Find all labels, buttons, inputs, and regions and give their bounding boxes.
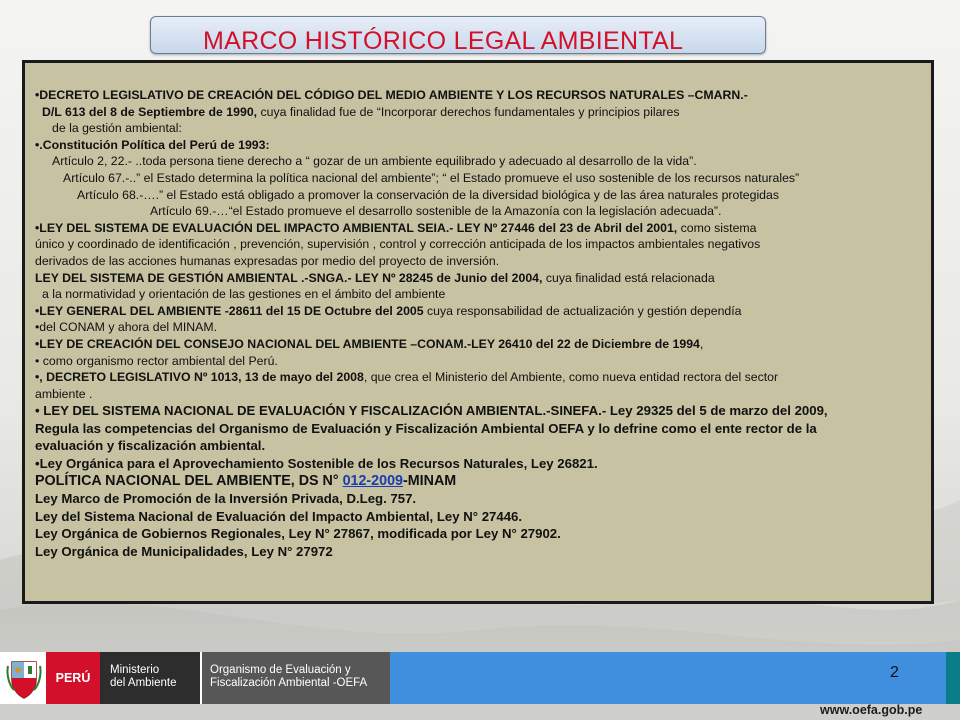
line-ley26821: •Ley Orgánica para el Aprovechamiento Sostenible de los Recursos Naturales, Ley 26821. [35,455,598,471]
line-gestion: de la gestión ambiental: [52,121,182,136]
title-banner [150,16,766,54]
line-art69: Artículo 69.-…“el Estado promueve el desarrollo sostenible de la Amazonía con la legislación adecuada”. [150,204,722,219]
ministerio-line-1: Ministerio [110,664,160,676]
ds-link[interactable]: 012-2009 [342,473,403,490]
page-title: MARCO HISTÓRICO LEGAL AMBIENTAL [203,27,684,55]
line-dl1013-2: ambiente . [35,386,93,401]
line-sinefa-3: evaluación y fiscalización ambiental. [35,438,266,454]
coat-of-arms-icon [2,652,46,704]
oefa-logo [202,652,390,704]
line-seia-2: único y coordinado de identificación , prevención, supervisión , control y corrección anticipada de los impactos ambientales negativos [35,237,761,252]
oefa-line-2: Fiscalización Ambiental -OEFA [210,677,368,689]
ministerio-line-2: del Ambiente [110,677,177,689]
website-url[interactable]: www.oefa.gob.pe [820,703,923,717]
line-art2: Artículo 2, 22.- ..toda persona tiene derecho a “ gozar de un ambiente equilibrado y adecuado al desarrollo de la vida”. [52,154,697,169]
line-conam: •LEY DE CREACIÓN DEL CONSEJO NACIONAL DEL AMBIENTE –CONAM.-LEY 26410 del 22 de Diciembre de 1994, [35,336,704,351]
line-snga: LEY DEL SISTEMA DE GESTIÓN AMBIENTAL .-SNGA.- LEY Nº 28245 de Junio del 2004, cuya finalidad está relacionada [35,270,715,285]
footer-blue-band [390,652,946,704]
line-snga-2: a la normatividad y orientación de las gestiones en el ámbito del ambiente [42,287,446,302]
line-dleg757: Ley Marco de Promoción de la Inversión Privada, D.Leg. 757. [35,491,417,507]
page-number: 2 [890,664,899,681]
line-art68: Artículo 68.-….” el Estado está obligado a promover la conservación de la diversidad biológica y de las área naturales protegidas [77,187,780,202]
oefa-line-1: Organismo de Evaluación y [210,664,351,676]
peru-logo: PERÚ [46,652,100,704]
line-seia: •LEY DEL SISTEMA DE EVALUACIÓN DEL IMPACTO AMBIENTAL SEIA.- LEY Nº 27446 del 23 de Abril del 2001, como sistema [35,220,757,235]
content-panel [22,60,934,604]
line-sinefa-2: Regula las competencias del Organismo de Evaluación y Fiscalización Ambiental OEFA y lo defrine como el ente rector de la [35,420,817,436]
line-sinefa: • LEY DEL SISTEMA NACIONAL DE EVALUACIÓN Y FISCALIZACIÓN AMBIENTAL.-SINEFA.- Ley 29325 del 5 de marzo del 2009, [35,403,828,419]
line-cmarn: •DECRETO LEGISLATIVO DE CREACIÓN DEL CÓDIGO DEL MEDIO AMBIENTE Y LOS RECURSOS NATURALES –CMARN.- [35,88,748,102]
line-politica: POLÍTICA NACIONAL DEL AMBIENTE, DS N° 012-2009-MINAM [35,473,457,490]
line-conam-2: • como organismo rector ambiental del Perú. [35,353,278,368]
line-ley27867: Ley Orgánica de Gobiernos Regionales, Ley N° 27867, modificada por Ley N° 27902. [35,526,561,542]
line-seia-3: derivados de las acciones humanas expresadas por medio del proyecto de inversión. [35,253,500,268]
line-lga-2: •del CONAM y ahora del MINAM. [35,320,217,335]
line-dl613: D/L 613 del 8 de Septiembre de 1990, cuya finalidad fue de “Incorporar derechos fundamentales y principios pilares [42,104,680,119]
ministerio-logo [100,652,200,704]
line-lga: •LEY GENERAL DEL AMBIENTE -28611 del 15 DE Octubre del 2005 cuya responsabilidad de actualización y gestión dependía [35,303,742,318]
line-ley27972: Ley Orgánica de Municipalidades, Ley N° 27972 [35,543,333,559]
line-constitucion: •.Constitución Política del Perú de 1993: [35,137,270,152]
line-dl1013: •, DECRETO LEGISLATIVO Nº 1013, 13 de mayo del 2008, que crea el Ministerio del Ambiente, como nueva entidad rectora del sector [35,370,779,385]
line-ley27446: Ley del Sistema Nacional de Evaluación del Impacto Ambiental, Ley N° 27446. [35,508,523,524]
footer-teal-band [946,652,960,704]
line-art67: Artículo 67.-..” el Estado determina la política nacional del ambiente”; “ el Estado promueve el uso sostenible de los recursos naturales” [63,170,800,185]
